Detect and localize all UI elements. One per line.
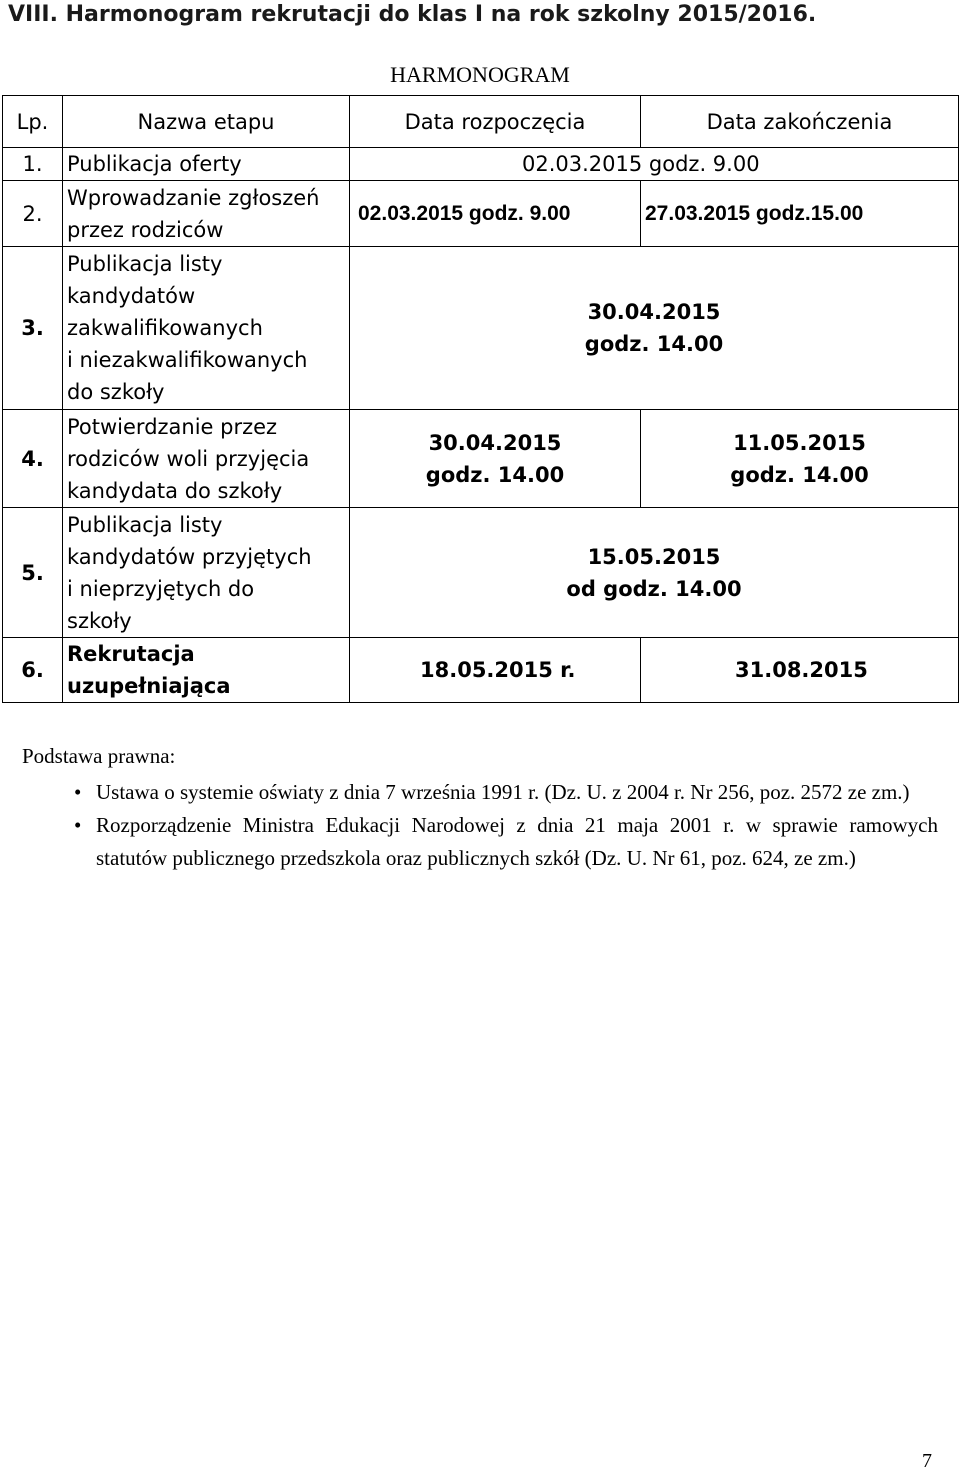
stage-name-line: i niezakwalifikowanych <box>67 348 308 372</box>
list-item <box>22 776 938 809</box>
start-date <box>350 638 641 703</box>
date-line: 18.05.2015 r. <box>420 658 576 682</box>
row-number: 2. <box>3 181 63 247</box>
stage-name <box>63 181 350 247</box>
row-number: 4. <box>3 410 63 508</box>
stage-name-line: rodziców woli przyjęcia <box>67 446 310 471</box>
table-row <box>3 410 959 508</box>
date-line: 02.03.2015 godz. 9.00 <box>522 152 760 176</box>
legal-item-text: Ustawa o systemie oświaty z dnia 7 września 1991 r. (Dz. U. z 2004 r. Nr 256, poz. 2572 ze zm.) <box>96 780 910 804</box>
row-number: 6. <box>3 638 63 703</box>
merged-date-cell <box>350 148 959 181</box>
date-line: 31.08.2015 <box>735 658 868 682</box>
date-line: godz. 14.00 <box>425 462 565 487</box>
row-number: 5. <box>3 508 63 638</box>
row-number: 3. <box>3 247 63 410</box>
end-date <box>641 181 959 247</box>
date-line: 15.05.2015 <box>587 544 721 569</box>
start-date <box>350 410 641 508</box>
date-line: 11.05.2015 <box>733 430 866 455</box>
date-line: 30.04.2015 <box>428 430 562 455</box>
stage-name-line: Publikacja listy <box>67 512 223 537</box>
stage-name-line: uzupełniająca <box>67 674 231 698</box>
stage-name <box>63 247 350 410</box>
header-lp: Lp. <box>3 96 63 148</box>
bullet-icon: • <box>74 813 82 837</box>
stage-name <box>63 508 350 638</box>
stage-name-line: Potwierdzanie przez <box>67 414 278 439</box>
date-line: 27.03.2015 godz.15.00 <box>645 201 864 225</box>
stage-name-line: zakwalifikowanych <box>67 316 263 340</box>
stage-name <box>63 410 350 508</box>
stage-name <box>63 638 350 703</box>
table-row <box>3 508 959 638</box>
merged-date-cell <box>350 247 959 410</box>
legal-basis-list <box>22 776 938 875</box>
header-end-date: Data zakończenia <box>641 96 959 148</box>
table-header-row <box>3 96 959 148</box>
merged-date-cell <box>350 508 959 638</box>
table-row <box>3 148 959 181</box>
date-line: 02.03.2015 godz. 9.00 <box>358 201 571 225</box>
header-stage-name: Nazwa etapu <box>63 96 350 148</box>
date-line: od godz. 14.00 <box>566 576 742 601</box>
end-date <box>641 410 959 508</box>
bullet-icon: • <box>74 780 82 804</box>
table-row <box>3 638 959 703</box>
row-number: 1. <box>3 148 63 181</box>
stage-name-line: szkoły <box>67 608 132 633</box>
stage-name-line: kandydatów przyjętych <box>67 544 312 569</box>
start-date <box>350 181 641 247</box>
table-row <box>3 247 959 410</box>
end-date <box>641 638 959 703</box>
stage-name-line: Rekrutacja <box>67 642 195 666</box>
stage-name-line: przez rodziców <box>67 217 224 242</box>
schedule-table <box>2 95 959 703</box>
legal-item-text: Rozporządzenie Ministra Edukacji Narodowej z dnia 21 maja 2001 r. w sprawie ramowych statutów publicznego przedszkola oraz publicznych szkół (Dz. U. Nr 61, poz. 624, ze zm.) <box>96 813 938 870</box>
date-line: godz. 14.00 <box>584 332 724 356</box>
stage-name <box>63 148 350 181</box>
header-start-date: Data rozpoczęcia <box>350 96 641 148</box>
stage-name-line: Wprowadzanie zgłoszeń <box>67 185 320 210</box>
date-line: godz. 14.00 <box>730 462 869 487</box>
stage-name-line: Publikacja oferty <box>67 152 242 176</box>
table-row <box>3 181 959 247</box>
stage-name-line: i nieprzyjętych do <box>67 576 255 601</box>
stage-name-line: do szkoły <box>67 380 165 404</box>
stage-name-line: kandydata do szkoły <box>67 478 283 503</box>
section-heading: VIII. Harmonogram rekrutacji do klas I na rok szkolny 2015/2016. <box>8 2 817 27</box>
table-title: HARMONOGRAM <box>390 62 570 87</box>
legal-basis-title: Podstawa prawna: <box>22 744 176 768</box>
stage-name-line: kandydatów <box>67 284 196 308</box>
date-line: 30.04.2015 <box>587 300 721 324</box>
page-number: 7 <box>922 1450 932 1472</box>
stage-name-line: Publikacja listy <box>67 252 223 276</box>
list-item <box>22 809 938 875</box>
